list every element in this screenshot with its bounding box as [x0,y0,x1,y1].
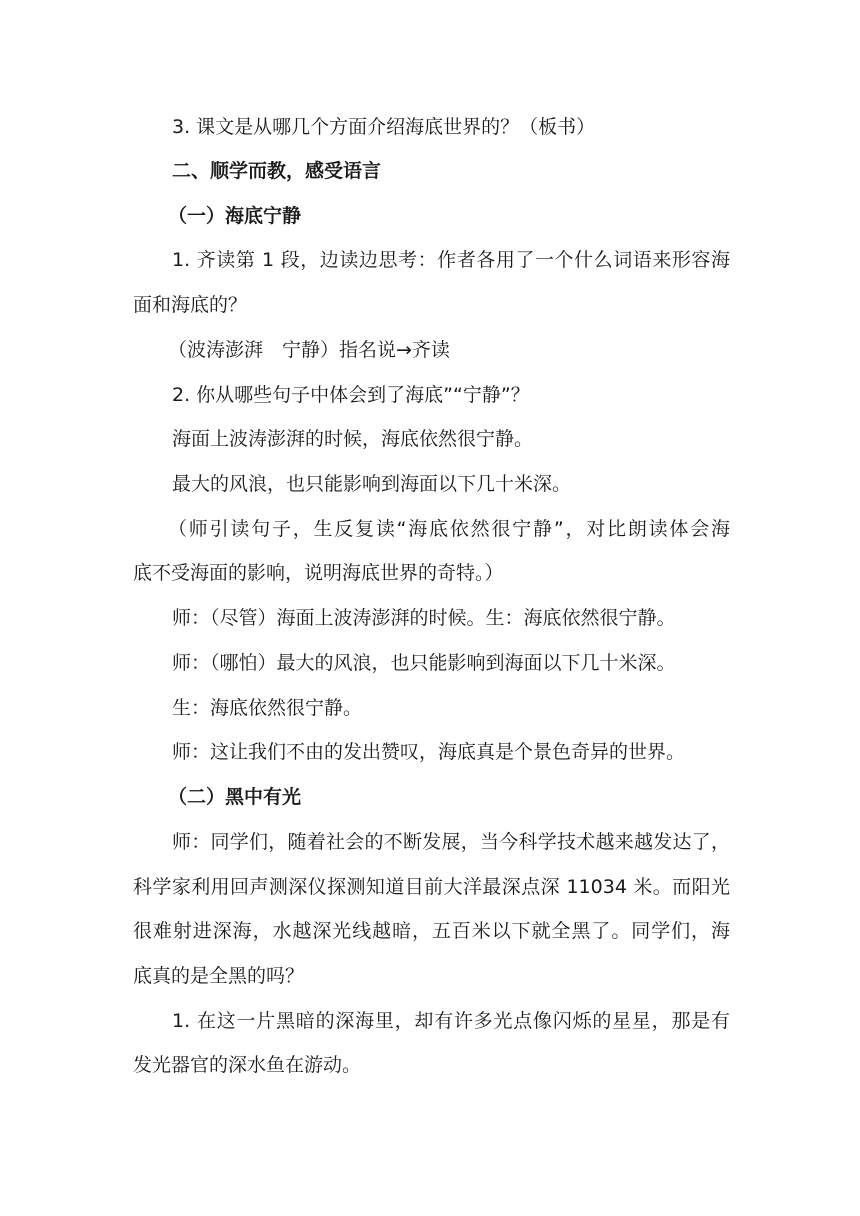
paragraph-line: （波涛澎湃 宁静）指名说→齐读 [168,339,450,361]
paragraph-line: （师引读句子，生反复读“海底依然很宁静”，对比朗读体会海 [168,518,730,540]
paragraph-line: 1. 齐读第 1 段，边读边思考：作者各用了一个什么词语来形容海 [172,249,730,271]
dialogue-line: 生：海底依然很宁静。 [172,697,363,719]
paragraph-line: 底不受海面的影响，说明海底世界的奇特。） [133,562,504,584]
paragraph-line: 发光器官的深水鱼在游动。 [133,1054,362,1076]
dialogue-line: 师：这让我们不由的发出赞叹，海底真是个景色奇异的世界。 [172,741,686,763]
quote-line: 海面上波涛澎湃的时候，海底依然很宁静。 [172,428,534,450]
paragraph-line: 科学家利用回声测深仪探测知道目前大洋最深点深 11034 米。而阳光 [133,876,730,898]
paragraph-line: 1. 在这一片黑暗的深海里，却有许多光点像闪烁的星星，那是有 [172,1010,730,1032]
dialogue-line: 师：（哪怕）最大的风浪，也只能影响到海面以下几十米深。 [172,652,676,674]
question-3-line: 3. 课文是从哪几个方面介绍海底世界的？（板书） [172,116,596,138]
question-2-line: 2. 你从哪些句子中体会到了海底”“宁静”？ [172,384,530,406]
subheading-seabed-quiet: （一）海底宁静 [168,205,302,227]
paragraph-line: 师：同学们，随着社会的不断发展，当今科学技术越来越发达了， [172,831,730,853]
subheading-light-in-dark: （二）黑中有光 [168,786,302,808]
quote-line: 最大的风浪，也只能影响到海面以下几十米深。 [172,473,572,495]
paragraph-line: 面和海底的？ [133,294,248,316]
section-heading-2: 二、顺学而教，感受语言 [172,160,382,182]
dialogue-line: 师：（尽管）海面上波涛澎湃的时候。生：海底依然很宁静。 [172,607,676,629]
paragraph-line: 很难射进深海，水越深光线越暗，五百米以下就全黑了。同学们，海 [133,920,730,942]
paragraph-line: 底真的是全黑的吗？ [133,965,305,987]
